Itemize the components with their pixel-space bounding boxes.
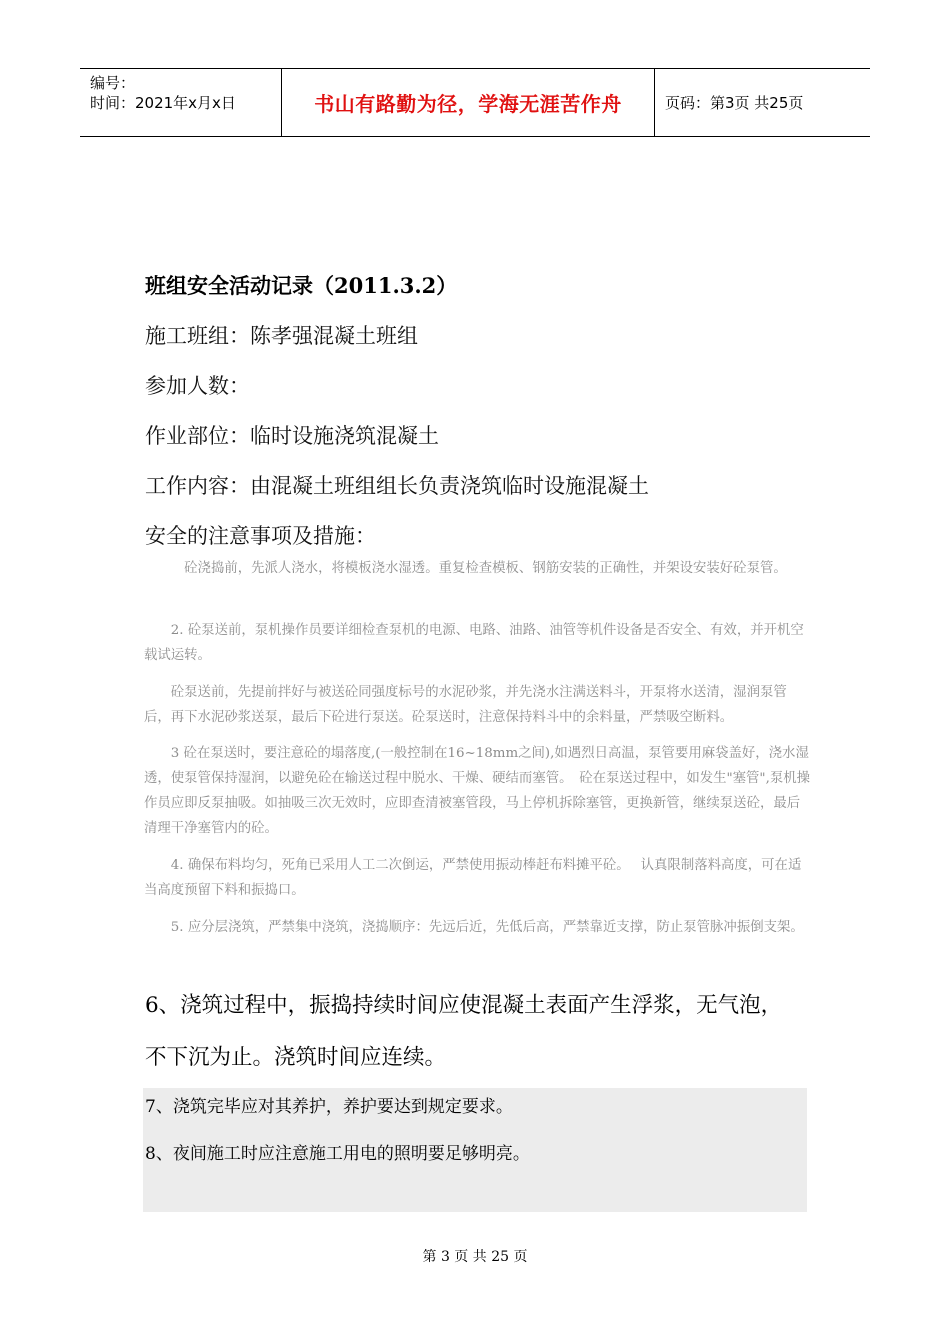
safety-note-6: 5. 应分层浇筑，严禁集中浇筑，浇捣顺序：先远后近，先低后高，严禁靠近支撑，防止泵管脉冲振倒支架。 (144, 920, 804, 935)
header-motto: 书山有路勤为径，学海无涯苦作舟 (282, 69, 655, 136)
time-label: 时间：2021年x月x日 (90, 94, 236, 112)
number-label: 编号： (90, 74, 136, 92)
field-attendees: 参加人数： (145, 374, 250, 398)
field-content: 工作内容：由混凝土班组组长负责浇筑临时设施混凝土 (145, 474, 649, 498)
page-footer: 第 3 页 共 25 页 (422, 1249, 528, 1265)
safety-note-3: 砼泵送前，先提前拌好与被送砼同强度标号的水泥砂浆，并先浇水注满送料斗，开泵将水送清，湿润泵管后，再下水泥砂浆送泵，最后下砼进行泵送。砼泵送时，注意保持料斗中的余料量，严禁吸空断料。 (144, 685, 787, 725)
safety-note-2: 2. 砼泵送前，泵机操作员要详细检查泵机的电源、电路、油路、油管等机件设备是否安全、有效，并开机空载试运转。 (144, 623, 804, 663)
field-team: 施工班组：陈孝强混凝土班组 (145, 324, 418, 348)
field-location: 作业部位：临时设施浇筑混凝土 (145, 424, 439, 448)
safety-heading: 安全的注意事项及措施： (145, 524, 376, 548)
safety-note-5: 4. 确保布料均匀，死角已采用人工二次倒运，严禁使用振动棒赶布料摊平砼。 认真限制落料高度，可在适当高度预留下料和振捣口。 (144, 858, 802, 898)
header-page-info: 页码：第3页 共25页 (665, 94, 804, 112)
item-6-line-2: 不下沉为止。浇筑时间应连续。 (145, 1045, 447, 1070)
safety-note-4: 3 砼在泵送时，要注意砼的塌落度,(一般控制在16~18mm之间),如遇烈日高温，泵管要用麻袋盖好，浇水湿透，使泵管保持湿润，以避免砼在输送过程中脱水、干燥、硬结而塞管。 砼在泵送过程中，如发生"塞管",泵机操作员应即反泵抽吸。如抽吸三次无效时，应即查清被塞管段，马上停机拆除塞管，更换新管，继续泵送砼，最后清理干净塞管内的砼。 (144, 746, 811, 836)
item-6-line-1: 6、浇筑过程中，振捣持续时间应使混凝土表面产生浮浆，无气泡， (145, 993, 783, 1018)
document-title: 班组安全活动记录（2011.3.2） (145, 273, 458, 298)
item-7: 7、浇筑完毕应对其养护，养护要达到规定要求。 (145, 1097, 513, 1117)
header-meta (80, 69, 282, 136)
item-8: 8、夜间施工时应注意施工用电的照明要足够明亮。 (145, 1144, 530, 1164)
page-header (80, 68, 870, 137)
safety-note-1: 砼浇捣前，先派人浇水，将模板浇水湿透。重复检查模板、钢筋安装的正确性，并架设安装好砼泵管。 (144, 561, 787, 576)
